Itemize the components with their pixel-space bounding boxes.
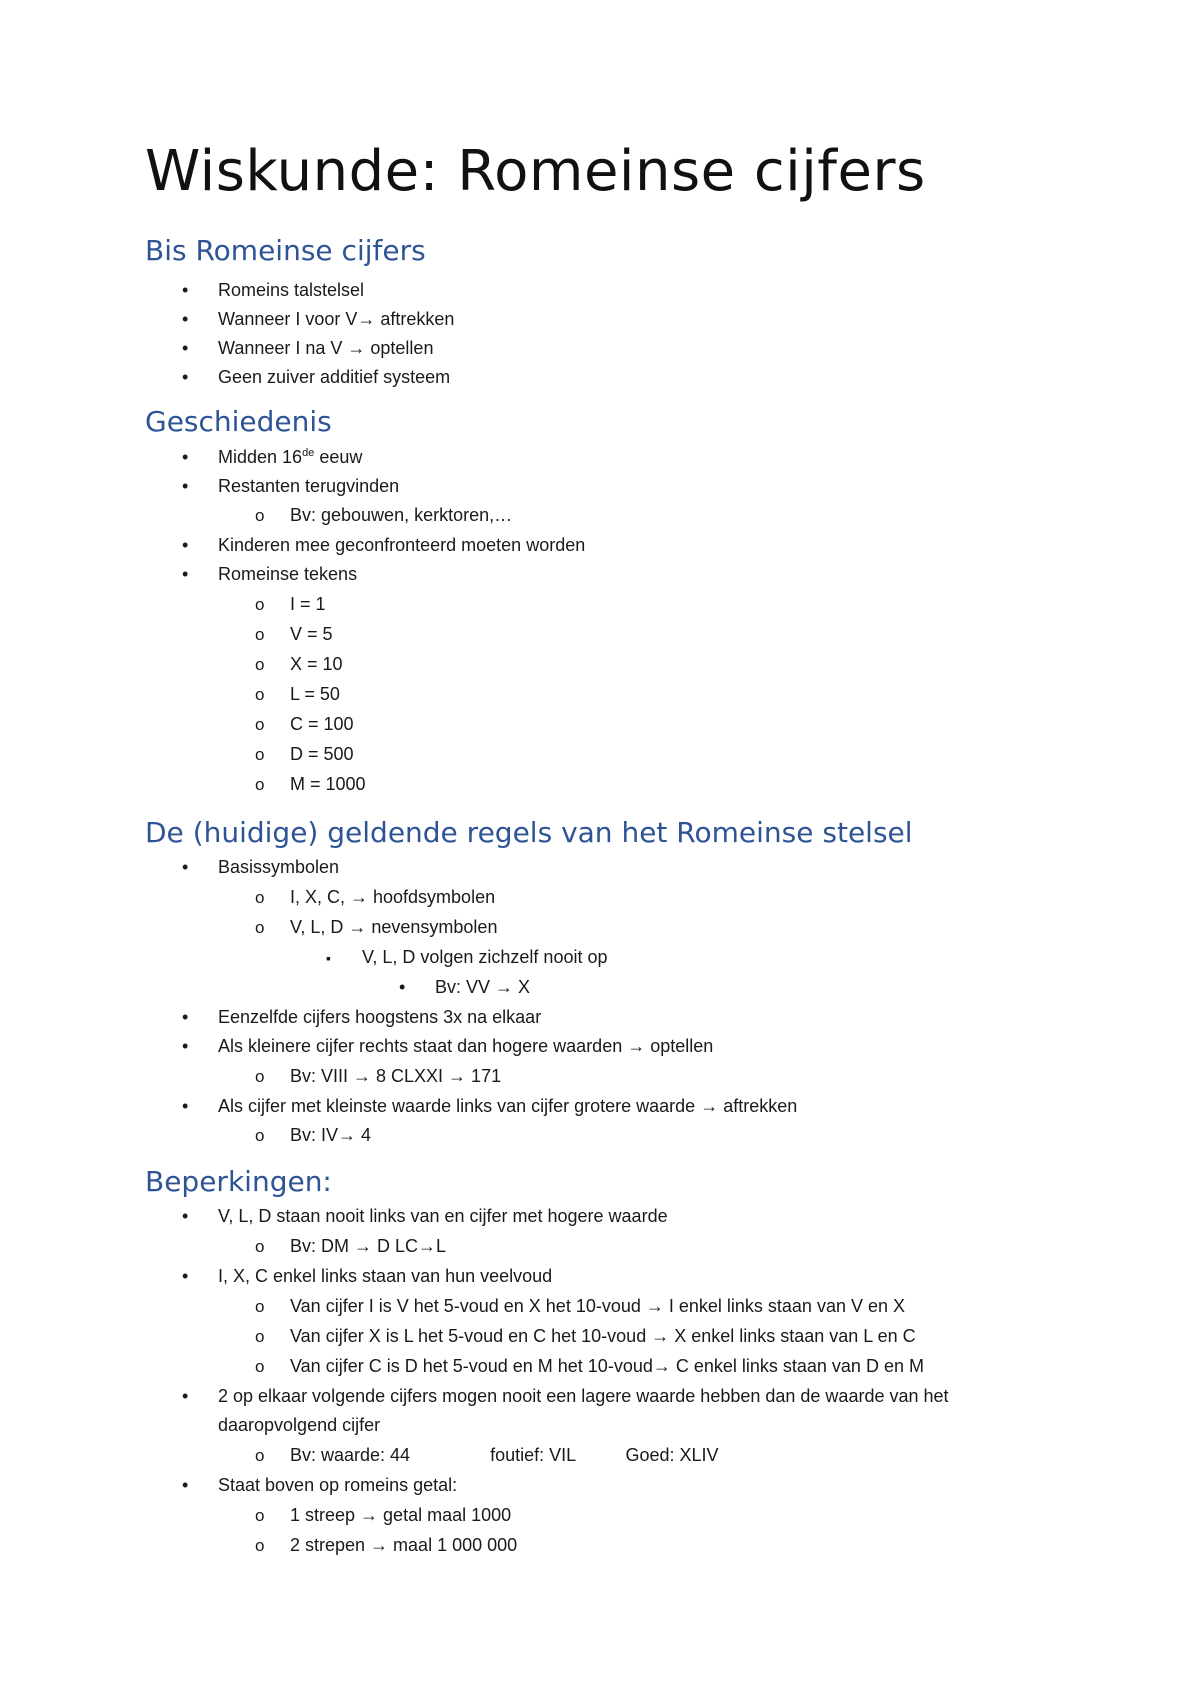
circle-bullet-icon [255,1232,264,1261]
sub-list-item: Bv: VIII → 8 CLXXI → 171 [290,1066,502,1086]
circle-bullet-icon [255,1121,264,1150]
sub-list-item: L = 50 [290,684,340,704]
bullet-icon [182,853,188,881]
circle-bullet-icon [255,680,264,709]
list-item: Staat boven op romeins getal: [218,1475,458,1495]
sub-list-item: V = 5 [290,624,333,644]
circle-bullet-icon [255,620,264,649]
heading-beperkingen: Beperkingen: [145,1165,332,1198]
sub-list-item: I, X, C, → hoofdsymbolen [290,887,496,907]
sub-list-item: Bv: IV→ 4 [290,1125,372,1145]
circle-bullet-icon [255,770,264,799]
heading-regels: De (huidige) geldende regels van het Romeinse stelsel [145,816,913,849]
circle-bullet-icon [255,1292,264,1321]
bullet-icon [182,1382,188,1410]
page-title: Wiskunde: Romeinse cijfers [145,139,926,204]
circle-bullet-icon [255,1322,264,1351]
bullet-icon [182,334,188,362]
list-item: Wanneer I na V → optellen [218,338,434,358]
bullet-icon [182,1003,188,1031]
bullet-icon [182,472,188,500]
bullet-icon [182,1471,188,1499]
circle-bullet-icon [255,740,264,769]
list-item: I, X, C enkel links staan van hun veelvoud [218,1266,553,1286]
bullet-icon [182,560,188,588]
sub-list-item: 1 streep → getal maal 1000 [290,1505,512,1525]
sub-list-item: V, L, D → nevensymbolen [290,917,498,937]
circle-bullet-icon [255,1531,264,1560]
sub-sub-list-item: V, L, D volgen zichzelf nooit op [362,947,608,967]
bullet-icon [182,1262,188,1290]
midden-superscript: de [302,447,315,459]
circle-bullet-icon [255,590,264,619]
circle-bullet-icon [255,883,264,912]
list-item: Basissymbolen [218,857,340,877]
circle-bullet-icon [255,1441,264,1470]
bullet-icon [182,305,188,333]
bullet-icon [182,1032,188,1060]
circle-bullet-icon [255,1352,264,1381]
list-item: Eenzelfde cijfers hoogstens 3x na elkaar [218,1007,542,1027]
list-item: Wanneer I voor V→ aftrekken [218,309,455,329]
circle-bullet-icon [255,913,264,942]
sub-list-item: D = 500 [290,744,354,764]
list-item: Romeins talstelsel [218,280,365,300]
circle-bullet-icon [255,1062,264,1091]
circle-bullet-icon [255,1501,264,1530]
sub-sub-sub-list-item: Bv: VV → X [435,977,531,997]
list-item: Als cijfer met kleinste waarde links van cijfer grotere waarde → aftrekken [218,1096,798,1116]
list-item-midden [218,443,362,471]
sub-list-item: X = 10 [290,654,343,674]
bullet-icon [182,531,188,559]
list-item-continuation: daaropvolgend cijfer [218,1415,381,1435]
circle-bullet-icon [255,501,264,530]
sub-list-item: Bv: DM → D LC→L [290,1236,447,1256]
bullet-icon [182,363,188,391]
list-item: Romeinse tekens [218,564,358,584]
circle-bullet-icon [255,650,264,679]
list-item: 2 op elkaar volgende cijfers mogen nooit een lagere waarde hebben dan de waarde van het [218,1386,949,1406]
sub-list-item: Bv: gebouwen, kerktoren,… [290,505,513,525]
sub-list-item: 2 strepen → maal 1 000 000 [290,1535,518,1555]
heading-geschiedenis: Geschiedenis [145,405,332,438]
circle-bullet-icon [255,710,264,739]
midden-text-end: eeuw [314,447,363,467]
bullet-icon [182,1092,188,1120]
sub-list-item: C = 100 [290,714,354,734]
bullet-icon [399,973,405,1001]
sub-list-item: I = 1 [290,594,326,614]
sub-list-item: Van cijfer I is V het 5-voud en X het 10-voud → I enkel links staan van V en X [290,1296,906,1316]
sub-list-item: Van cijfer C is D het 5-voud en M het 10-voud→ C enkel links staan van D en M [290,1356,924,1376]
midden-text: Midden 16 [218,447,303,467]
sub-list-item: Bv: waarde: 44 foutief: VIL Goed: XLIV [290,1445,719,1465]
sub-list-item: Van cijfer X is L het 5-voud en C het 10-voud → X enkel links staan van L en C [290,1326,916,1346]
list-item: Als kleinere cijfer rechts staat dan hogere waarden → optellen [218,1036,714,1056]
bullet-icon [182,443,188,471]
list-item: Geen zuiver additief systeem [218,367,451,387]
heading-bis: Bis Romeinse cijfers [145,234,426,267]
bullet-icon [182,1202,188,1230]
list-item: V, L, D staan nooit links van en cijfer met hogere waarde [218,1206,668,1226]
sub-list-item: M = 1000 [290,774,366,794]
bullet-icon [182,276,188,304]
square-bullet-icon [326,943,331,972]
list-item: Restanten terugvinden [218,476,400,496]
list-item: Kinderen mee geconfronteerd moeten worden [218,535,586,555]
